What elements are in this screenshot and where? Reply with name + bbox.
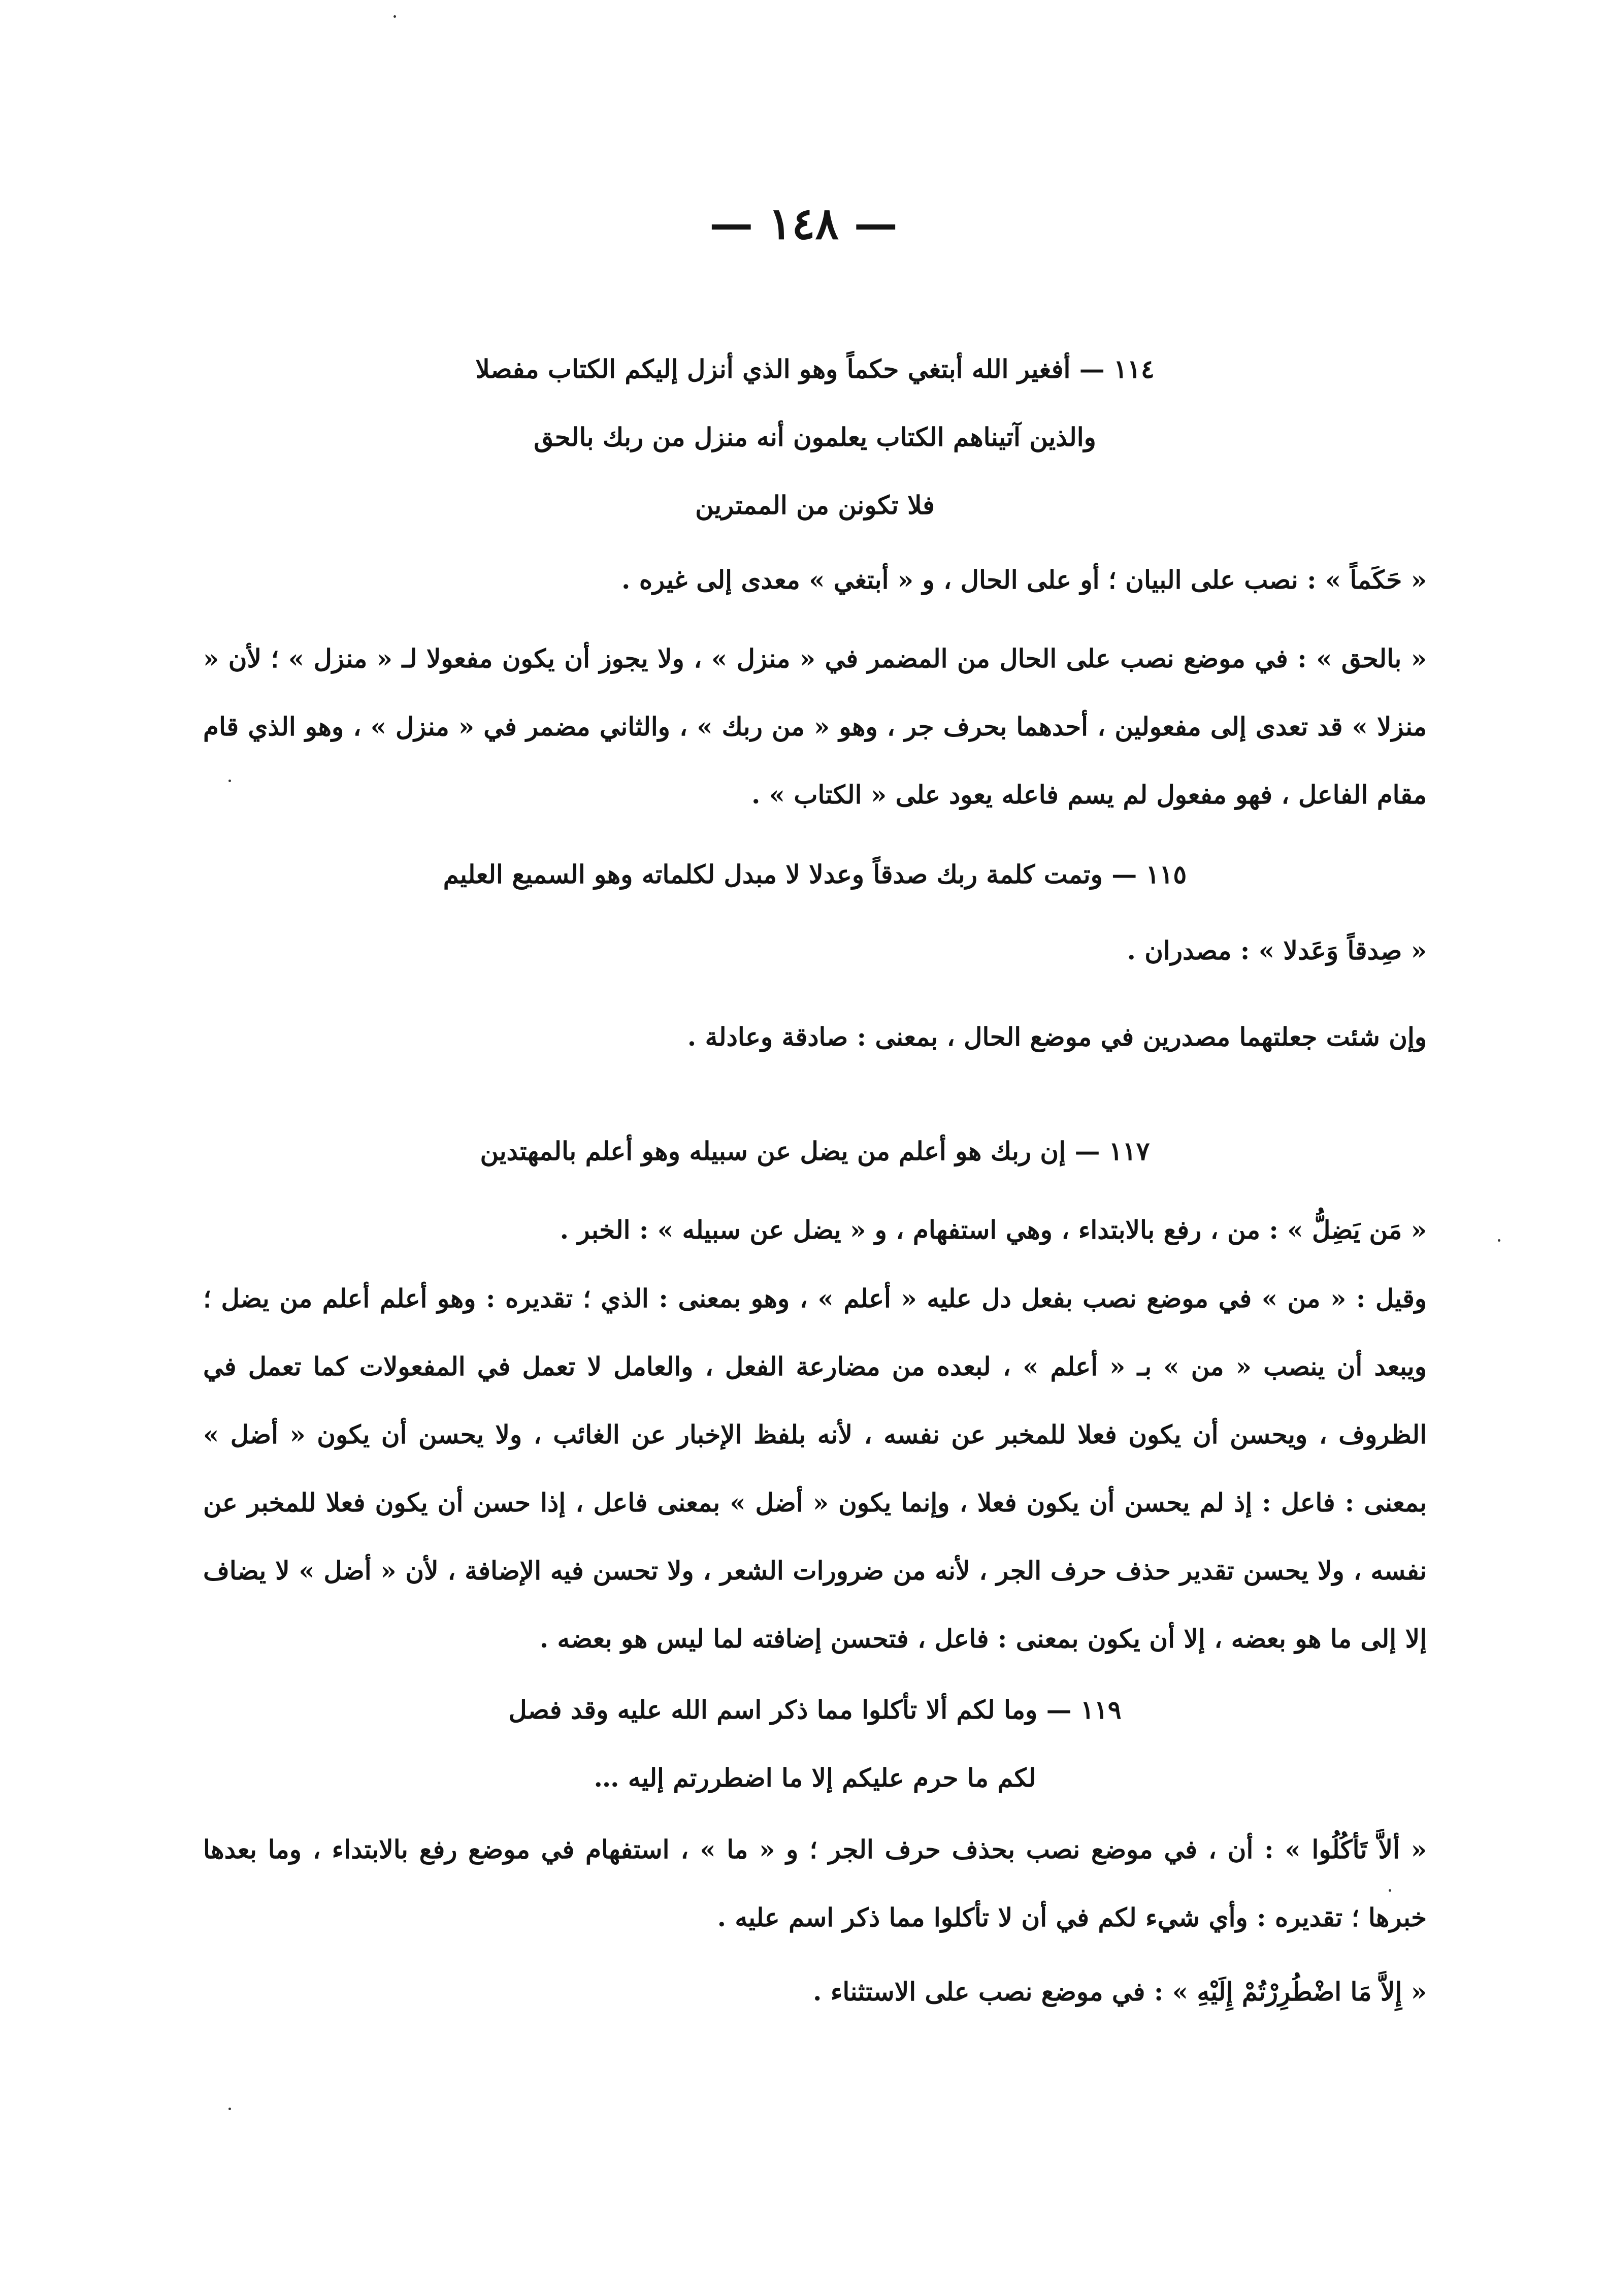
verse-line: لكم ما حرم عليكم إلا ما اضطررتم إليه …	[594, 1763, 1036, 1793]
page-number: — ١٤٨ —	[709, 198, 898, 249]
verse-line: ١١٧ — إن ربك هو أعلم من يضل عن سبيله وهو أعلم بالمهتدين	[480, 1136, 1150, 1166]
commentary-paragraph: وإن شئت جعلتهما مصدرين في موضع الحال ، بمعنى : صادقة وعادلة .	[687, 1022, 1427, 1052]
verse-line: ١١٤ — أفغير الله أبتغي حكماً وهو الذي أنزل إليكم الكتاب مفصلا	[475, 354, 1155, 384]
commentary-paragraph: « بالحق » : في موضع نصب على الحال من المضمر في « منزل » ، ولا يجوز أن يكون مفعولا لـ « منزل » ؛ لأن « منزلا » قد تعدى إلى مفعولين ، أحدهما بحرف جر ، وهو « من ربك » ، والثاني مضمر في « منزل » ، وهو الذي قام مقام الفاعل ، فهو مفعول لم يسم فاعله يعود على « الكتاب » .	[203, 643, 1427, 810]
commentary-paragraph: « صِدقاً وَعَدلا » : مصدران .	[1127, 935, 1427, 965]
verse-line: والذين آتيناهم الكتاب يعلمون أنه منزل من ربك بالحق	[534, 422, 1096, 452]
verse-line: ١١٩ — وما لكم ألا تأكلوا مما ذكر اسم الله عليه وقد فصل	[508, 1695, 1122, 1725]
verse-115	[203, 840, 1427, 909]
verse-119	[203, 1676, 1427, 1812]
verse-117	[203, 1117, 1427, 1185]
verse-114	[203, 335, 1427, 539]
scan-speck	[393, 15, 396, 18]
scan-speck	[228, 780, 231, 782]
scan-speck	[1389, 1889, 1391, 1892]
verse-line: ١١٥ — وتمت كلمة ربك صدقاً وعدلا لا مبدل لكلماته وهو السميع العليم	[443, 859, 1187, 889]
scan-speck	[228, 2108, 231, 2110]
commentary-paragraph: « مَن يَضِلُّ » : من ، رفع بالابتداء ، وهي استفهام ، و « يضل عن سبيله » : الخبر .	[560, 1215, 1427, 1245]
verse-line: فلا تكونن من الممترين	[695, 490, 935, 520]
scan-speck	[1498, 1239, 1500, 1242]
commentary-paragraph: « حَكَماً » : نصب على البيان ؛ أو على الحال ، و « أبتغي » معدى إلى غيره .	[621, 565, 1427, 595]
commentary-paragraph: « إِلاَّ مَا اضْطُرِرْتُمْ إِلَيْهِ » : في موضع نصب على الاستثناء .	[813, 1977, 1427, 2007]
commentary-paragraph: وقيل : « من » في موضع نصب بفعل دل عليه « أعلم » ، وهو بمعنى : الذي ؛ تقديره : وهو أعلم أعلم من يضل ؛ ويبعد أن ينصب « من » بـ « أعلم » ، لبعده من مضارعة الفعل ، والعامل لا تعمل في المفعولات كما تعمل في الظروف ، ويحسن أن يكون فعلا للمخبر عن نفسه ، لأنه بلفظ الإخبار عن الغائب ، ولا يحسن أن يكون « أضل » بمعنى : فاعل : إذ لم يحسن أن يكون فعلا ، وإنما يكون « أضل » بمعنى فاعل ، إذا حسن أن يكون فعلا للمخبر عن نفسه ، ولا يحسن تقدير حذف حرف الجر ، لأنه من ضرورات الشعر ، ولا تحسن فيه الإضافة ، لأن « أضل » لا يضاف إلا إلى ما هو بعضه ، إلا أن يكون بمعنى : فاعل ، فتحسن إضافته لما ليس هو بعضه .	[203, 1283, 1427, 1654]
commentary-paragraph: « ألاَّ تَأكُلُوا » : أن ، في موضع نصب بحذف حرف الجر ؛ و « ما » ، استفهام في موضع رفع بالابتداء ، وما بعدها خبرها ؛ تقديره : وأي شيء لكم في أن لا تأكلوا مما ذكر اسم عليه .	[203, 1834, 1427, 1932]
